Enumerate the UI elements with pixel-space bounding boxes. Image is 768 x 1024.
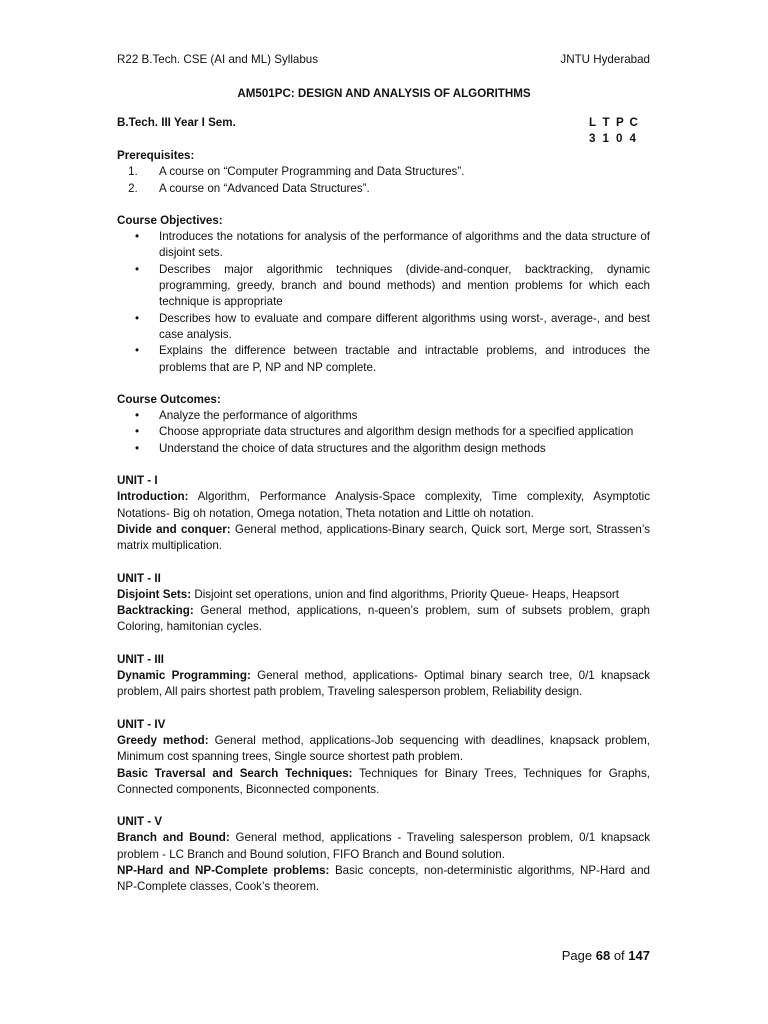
page-prefix: Page: [561, 948, 596, 963]
ltpc-value: 4: [629, 132, 636, 146]
topic-label: Dynamic Programming:: [117, 669, 251, 683]
unit-2-backtracking: [117, 603, 650, 636]
unit-4-title: UNIT - IV: [117, 717, 166, 731]
topic-label: Branch and Bound:: [117, 831, 230, 845]
header-syllabus-title: R22 B.Tech. CSE (AI and ML) Syllabus: [117, 53, 319, 66]
ltpc-letter: T: [602, 116, 610, 129]
topic-text: General method, applications-Job sequencing with deadlines, knapsack problem, Minimum cost spanning trees, Single source shortest path problem.: [117, 733, 651, 764]
page-number: [562, 948, 650, 964]
outcome-item: • Analyze the performance of algorithms: [159, 408, 650, 424]
topic-label: Introduction:: [117, 490, 189, 504]
prerequisite-item: 1. A course on “Computer Programming and Data Structures”.: [141, 164, 650, 180]
objective-item: • Describes major algorithmic techniques (divide-and-conquer, backtracking, dynamic programming, greedy, branch and bound methods) and mention problems for which each technique is appropriate: [159, 262, 650, 311]
semester-row: [117, 115, 650, 148]
topic-text: General method, applications - Traveling salesperson problem, 0/1 knapsack problem - LC Branch and Bound solution, FIFO Branch and Bound solution.: [117, 831, 650, 861]
document-body: [117, 115, 650, 896]
unit-5-title: UNIT - V: [117, 815, 163, 829]
ltpc-value: 1: [602, 132, 609, 146]
topic-label: Greedy method:: [117, 733, 209, 747]
header-university: JNTU Hyderabad: [560, 53, 650, 66]
unit-4-greedy-method: [117, 733, 650, 766]
prerequisites-heading: Prerequisites:: [117, 149, 195, 162]
topic-text: Algorithm, Performance Analysis-Space complexity, Time complexity, Asymptotic Notations- Big oh notation, Omega notation, Theta notation and Little oh notation.: [117, 490, 650, 520]
objectives-heading: Course Objectives:: [117, 213, 223, 227]
topic-label: Backtracking:: [117, 604, 194, 618]
outcomes-heading: Course Outcomes:: [117, 392, 221, 406]
ltpc-letter: P: [616, 116, 624, 129]
objective-item: • Explains the difference between tractable and intractable problems, and introduces the problems that are P, NP and NP complete.: [159, 343, 650, 376]
ltpc-table: [589, 115, 643, 148]
page-of: of: [610, 948, 629, 963]
prerequisite-item: 2. A course on “Advanced Data Structures”.: [141, 181, 650, 197]
unit-1-title: UNIT - I: [117, 474, 158, 488]
topic-text: General method, applications, n-queen’s problem, sum of subsets problem, graph Coloring, hamitonian cycles.: [117, 604, 650, 634]
outcome-item: • Understand the choice of data structures and the algorithm design methods: [159, 441, 650, 457]
unit-5-branch-and-bound: [117, 830, 650, 863]
unit-5-np-hard-complete: [117, 863, 650, 896]
unit-1-introduction: [117, 489, 650, 522]
unit-4-traversal-search: [117, 766, 650, 799]
current-page: 68: [595, 948, 611, 963]
outcome-item: • Choose appropriate data structures and algorithm design methods for a specified application: [159, 424, 650, 440]
topic-text: General method, applications-Binary search, Quick sort, Merge sort, Strassen’s matrix multiplication.: [117, 522, 651, 553]
topic-text: General method, applications- Optimal binary search tree, 0/1 knapsack problem, All pairs shortest path problem, Traveling salesperson problem, Reliability design.: [117, 669, 650, 699]
objective-item: • Describes how to evaluate and compare different algorithms using worst-, average-, and best case analysis.: [159, 311, 650, 344]
topic-text: Techniques for Binary Trees, Techniques for Graphs, Connected components, Biconnected components.: [117, 766, 650, 796]
topic-label: NP-Hard and NP-Complete problems:: [117, 863, 330, 877]
outcomes-list: [117, 408, 650, 457]
topic-label: Disjoint Sets:: [117, 587, 192, 601]
ltpc-value: 3: [589, 132, 596, 146]
ltpc-values-row: [589, 131, 643, 147]
total-pages: 147: [628, 948, 650, 963]
unit-3-dynamic-programming: [117, 668, 650, 701]
prerequisites-list: [117, 164, 650, 197]
unit-2-disjoint-sets: [117, 587, 650, 603]
objective-item: • Introduces the notations for analysis of the performance of algorithms and the data structure of disjoint sets.: [159, 229, 650, 262]
ltpc-letter: L: [589, 116, 597, 129]
objectives-list: [117, 229, 650, 376]
unit-3-title: UNIT - III: [117, 652, 165, 666]
unit-1-divide-and-conquer: [117, 522, 650, 555]
topic-label: Basic Traversal and Search Techniques:: [117, 766, 353, 780]
topic-text: Disjoint set operations, union and find algorithms, Priority Queue- Heaps, Heapsort: [191, 587, 619, 601]
course-title: AM501PC: DESIGN AND ANALYSIS OF ALGORITHMS: [237, 87, 531, 100]
semester-label: B.Tech. III Year I Sem.: [117, 116, 236, 129]
topic-label: Divide and conquer:: [117, 522, 231, 536]
ltpc-letters-row: [589, 115, 643, 131]
page-header: [117, 52, 650, 68]
ltpc-letter: C: [629, 116, 638, 129]
unit-2-title: UNIT - II: [117, 571, 161, 585]
topic-text: Basic concepts, non-deterministic algorithms, NP-Hard and NP-Complete classes, Cook’s theorem.: [117, 863, 650, 894]
ltpc-value: 0: [616, 132, 623, 146]
